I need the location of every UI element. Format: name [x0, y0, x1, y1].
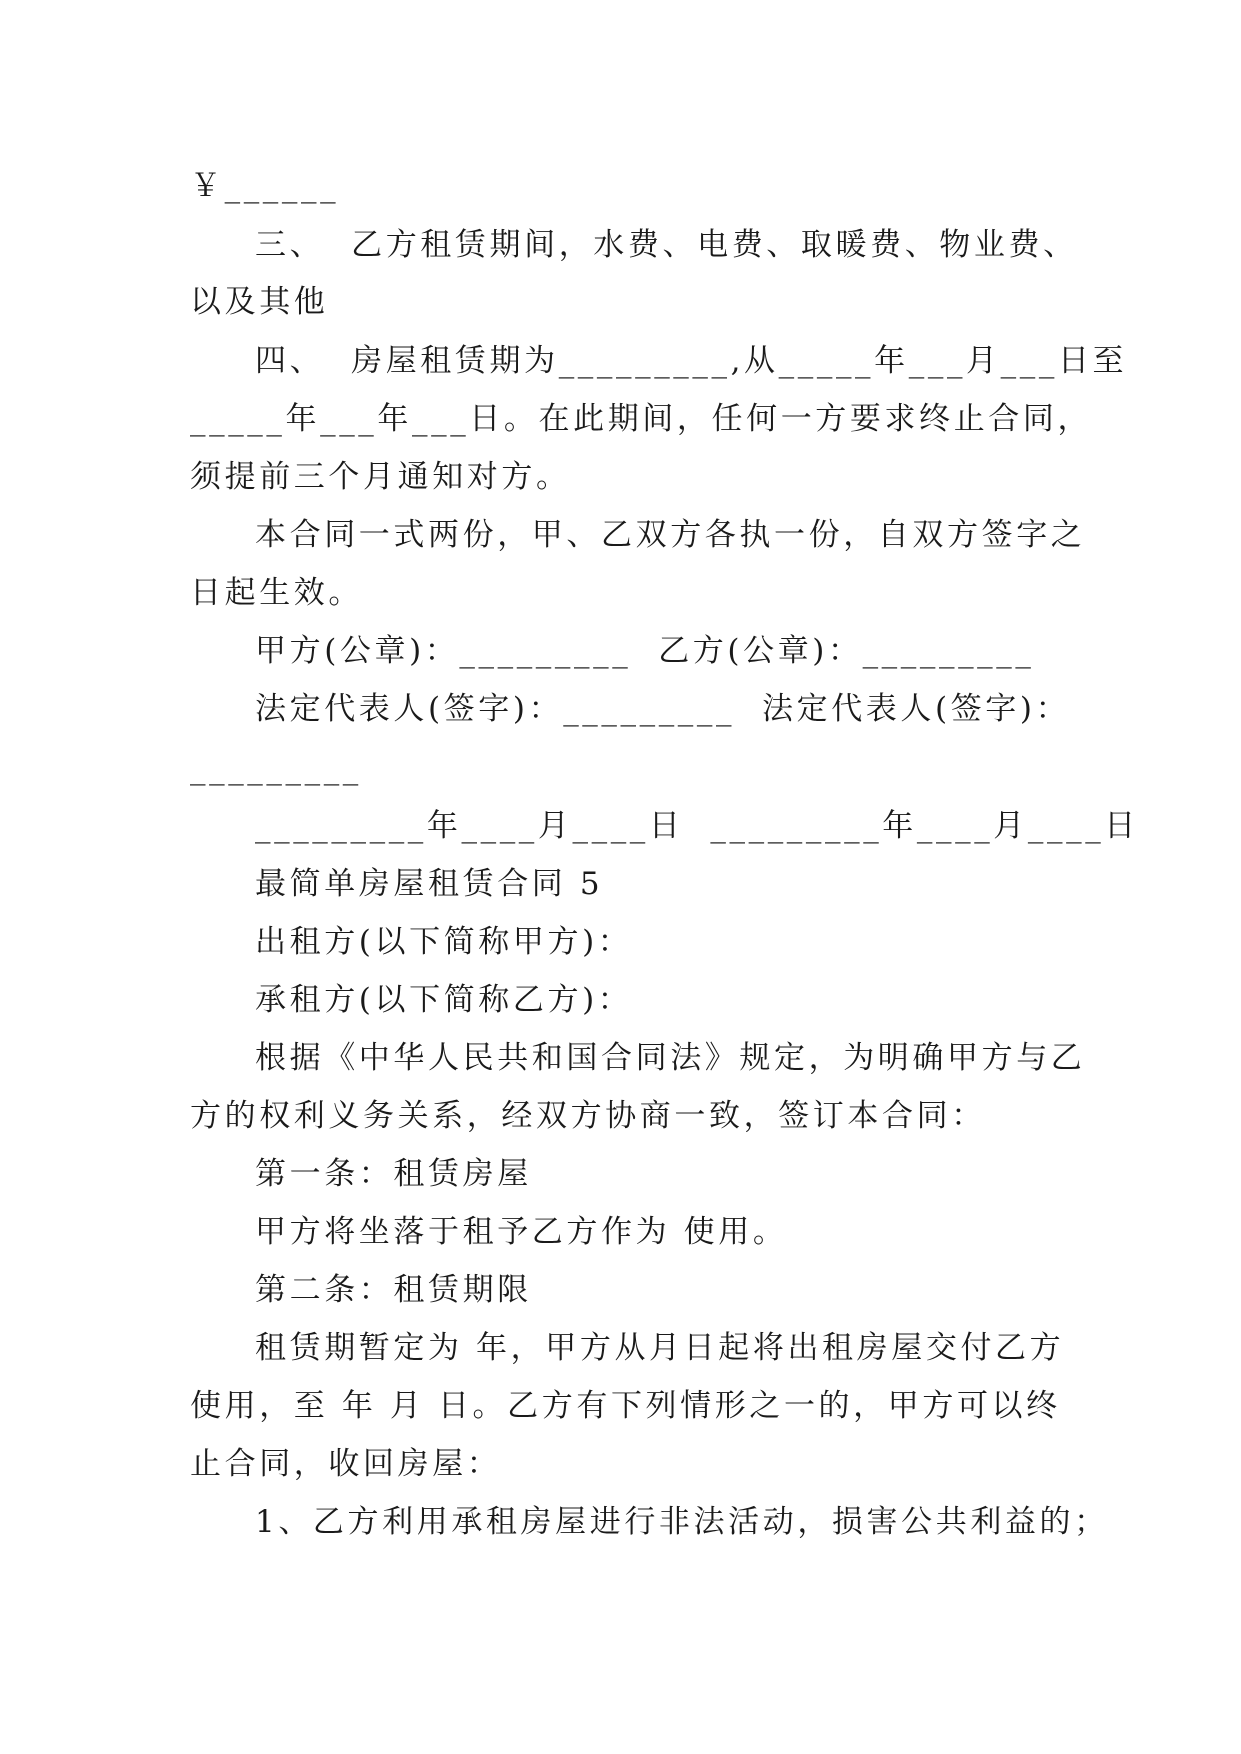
legal-rep-signature-blank: _________: [190, 750, 362, 786]
lessor-line: 出租方(以下简称甲方)：: [255, 924, 633, 960]
article-two-body-continued: 使用，至 年 月 日。乙方有下列情形之一的，甲方可以终: [190, 1388, 1061, 1424]
copies-clause-end: 日起生效。: [190, 575, 363, 611]
rent-amount-line: ￥______: [190, 168, 340, 204]
clause-three-continued: 以及其他: [190, 284, 329, 320]
article-two-body-end: 止合同，收回房屋：: [190, 1446, 502, 1482]
article-one-body: 甲方将坐落于租予乙方作为 使用。: [255, 1214, 788, 1250]
preamble-continued: 方的权利义务关系，经双方协商一致，签订本合同：: [190, 1098, 986, 1134]
termination-item-one: 1、乙方利用承租房屋进行非法活动，损害公共利益的；: [255, 1504, 1109, 1540]
copies-clause: 本合同一式两份，甲、乙双方各执一份，自双方签字之: [255, 517, 1086, 553]
lessee-line: 承租方(以下简称乙方)：: [255, 982, 633, 1018]
preamble: 根据《中华人民共和国合同法》规定，为明确甲方与乙: [255, 1040, 1086, 1076]
article-two-heading: 第二条：租赁期限: [255, 1272, 532, 1308]
seal-line: 甲方(公章)：_________ 乙方(公章)：_________: [255, 633, 1035, 669]
clause-four-end: 须提前三个月通知对方。: [190, 459, 571, 495]
article-two-body: 租赁期暂定为 年，甲方从月日起将出租房屋交付乙方: [255, 1330, 1065, 1366]
article-one-heading: 第一条：租赁房屋: [255, 1156, 532, 1192]
clause-four-continued: _____年___年___日。在此期间，任何一方要求终止合同，: [190, 401, 1093, 437]
legal-rep-signature-line: 法定代表人(签字)：_________ 法定代表人(签字)：: [255, 691, 1071, 727]
date-line: _________年____月____日 _________年____月____日: [255, 808, 1139, 844]
clause-three: 三、 乙方租赁期间，水费、电费、取暖费、物业费、: [255, 227, 1078, 263]
contract-title: 最简单房屋租赁合同 5: [255, 866, 604, 902]
clause-four: 四、 房屋租赁期为_________,从_____年___月___日至: [255, 343, 1128, 379]
